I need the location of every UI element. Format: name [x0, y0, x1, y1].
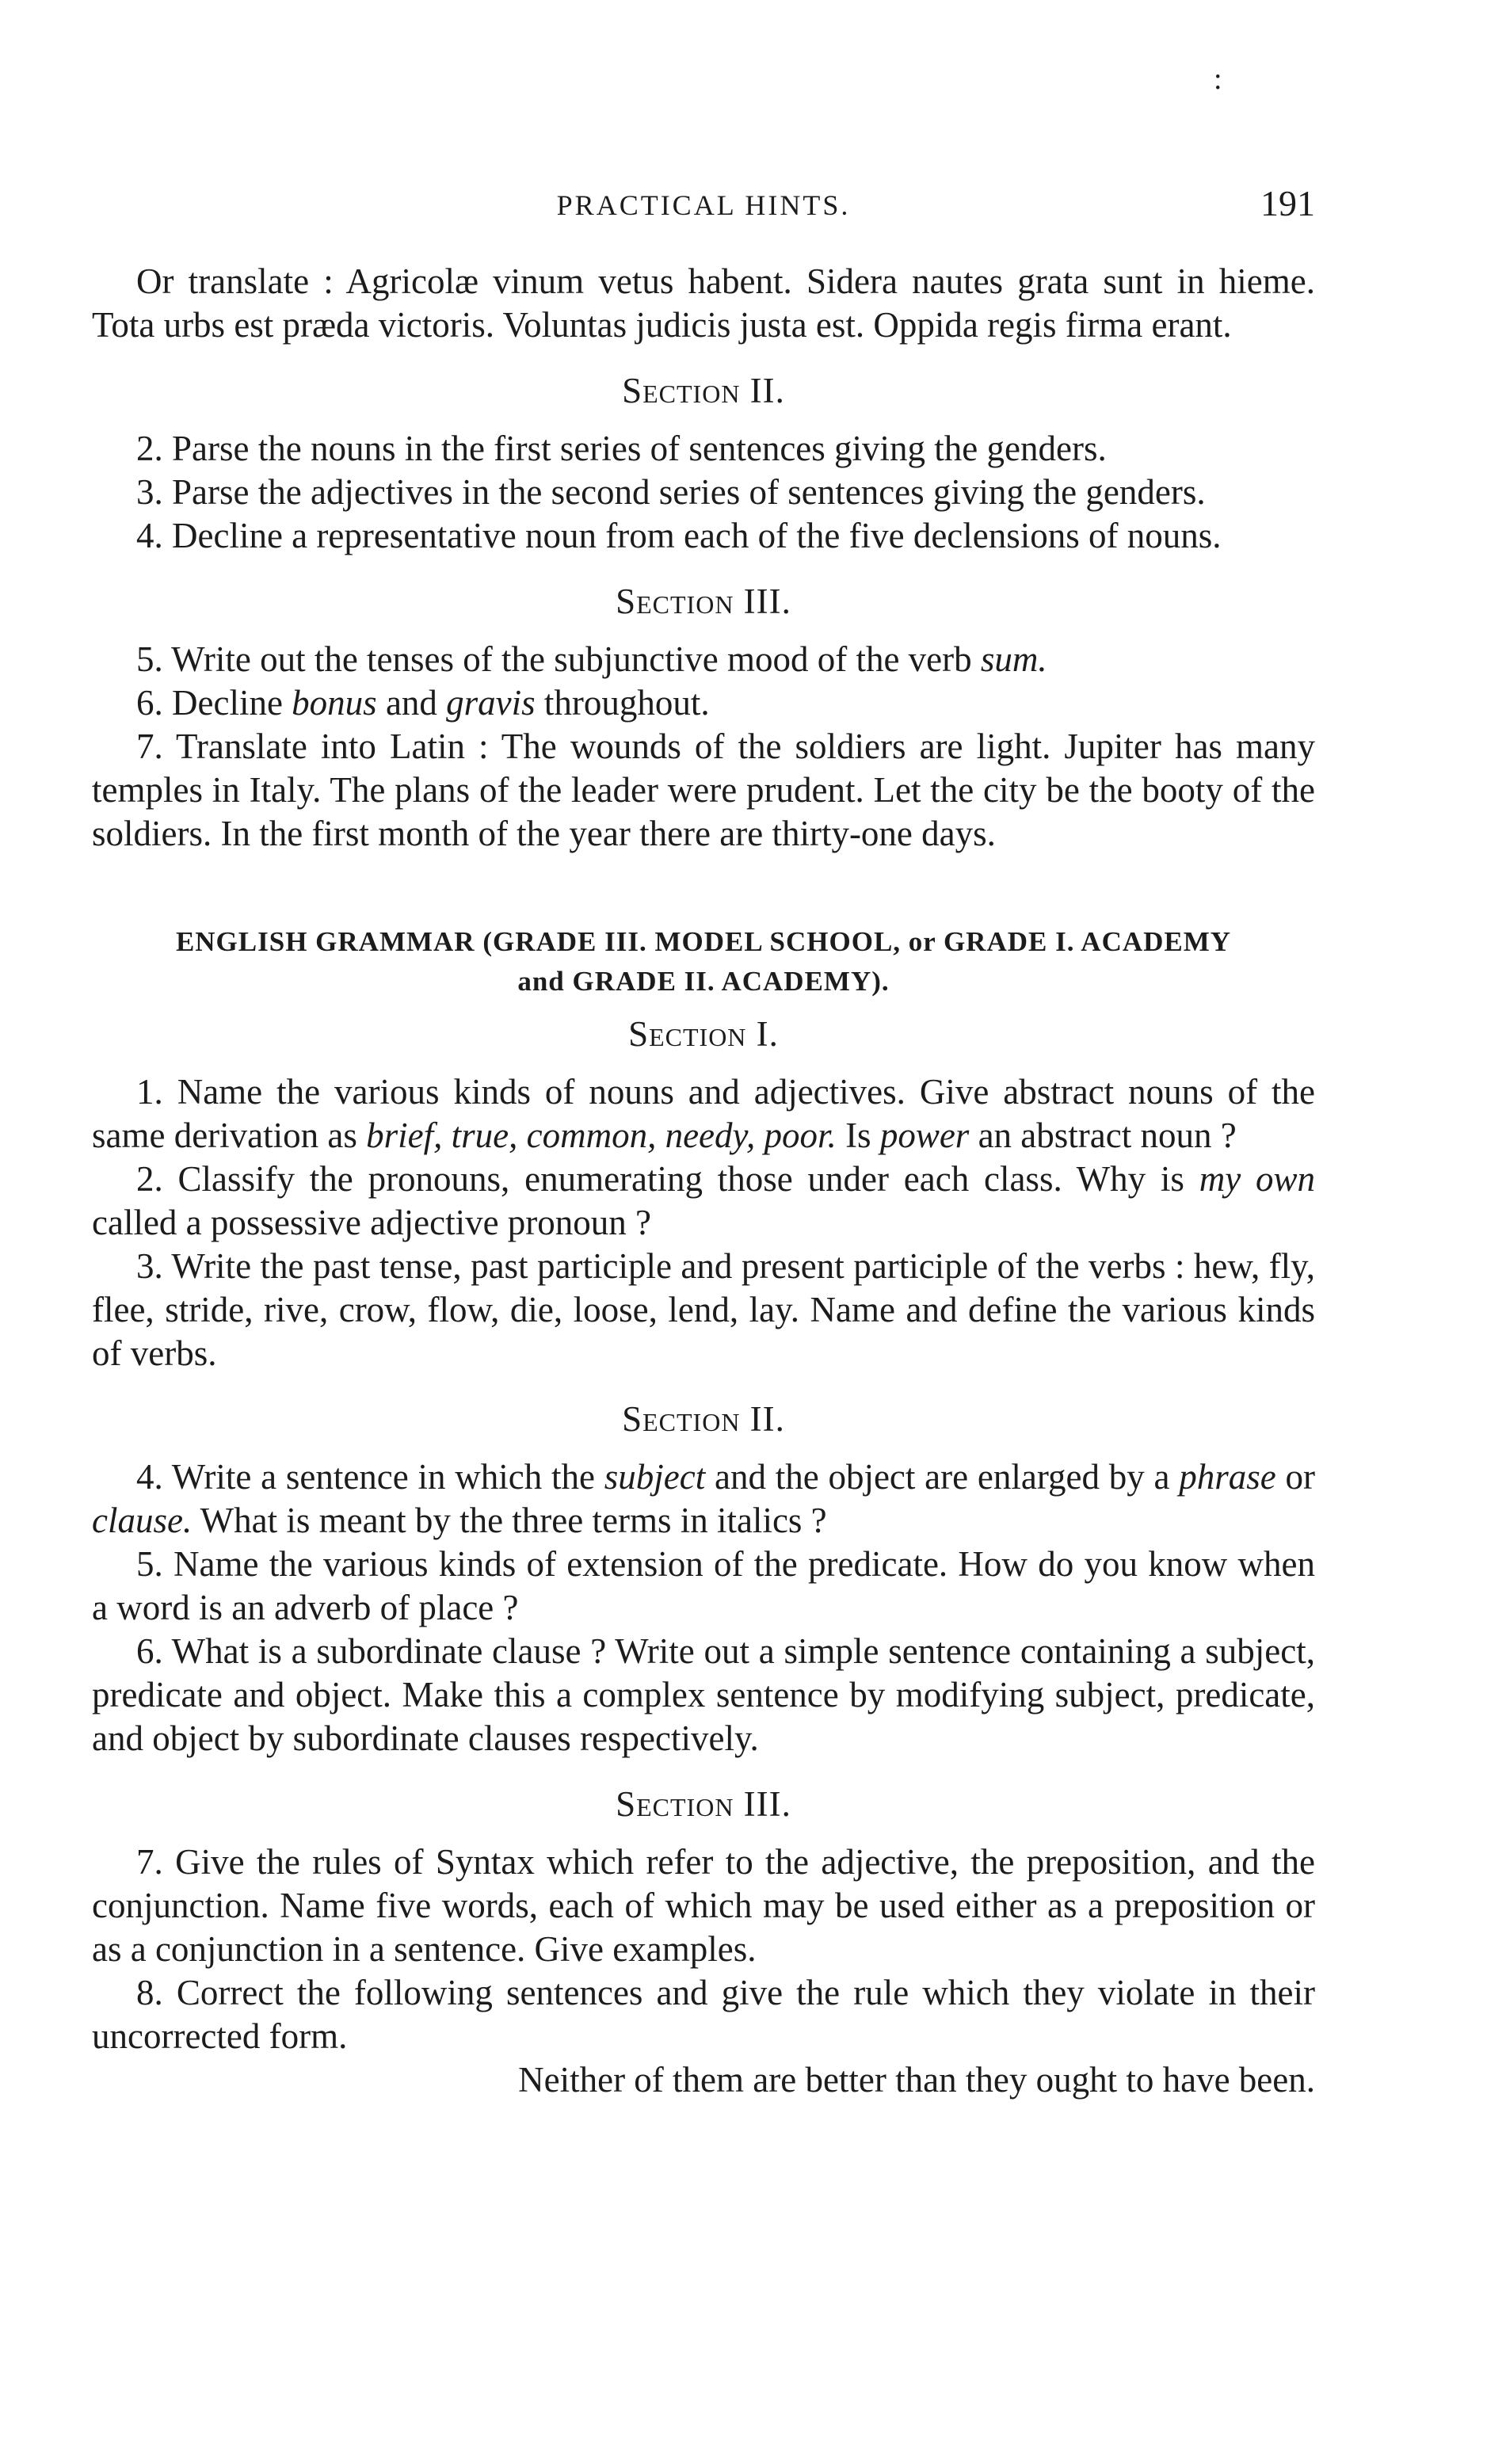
- latin-section-2-heading: Section II.: [622, 371, 785, 410]
- grammar-section-3-heading: Section III.: [616, 1784, 791, 1824]
- grammar-question-2-part-b: called a possessive adjective pronoun ?: [92, 1203, 652, 1242]
- running-head: [92, 182, 1315, 238]
- grammar-question-1: [92, 1070, 1315, 1158]
- grammar-question-4-part-c: or: [1275, 1457, 1315, 1497]
- grammar-example-sentence: Neither of them are better than they ought to have been.: [518, 2060, 1315, 2100]
- running-title: PRACTICAL HINTS.: [556, 189, 851, 221]
- grammar-question-1-italic-power: power: [879, 1116, 970, 1155]
- question-7: 7. Translate into Latin : The wounds of the soldiers are light. Jupiter has many temples in Italy. The plans of the leader were prudent. Let the city be the booty of the soldiers. In the first month of the year there are thirty-one days.: [92, 727, 1315, 853]
- grammar-question-7: 7. Give the rules of Syntax which refer to the adjective, the preposition, and the conjunction. Name five words, each of which may be used either as a preposition or as a conjunction in a sentence. Give examples.: [92, 1842, 1315, 1969]
- grammar-question-4: [92, 1455, 1315, 1543]
- page-number: 191: [1260, 183, 1315, 223]
- question-6: [92, 681, 1315, 725]
- grammar-question-4-part-d: What is meant by the three terms in italics ?: [192, 1501, 827, 1540]
- question-2: 2. Parse the nouns in the first series of sentences giving the genders.: [136, 429, 1107, 468]
- grammar-question-1-italic-words: brief, true, common, needy, poor.: [366, 1116, 837, 1155]
- grammar-question-5: 5. Name the various kinds of extension of the predicate. How do you know when a word is an adverb of place ?: [92, 1544, 1315, 1627]
- grammar-question-6: 6. What is a subordinate clause ? Write out a simple sentence containing a subject, predicate and object. Make this a complex sentence by modifying subject, predicate, and object by subordinate clauses respectively.: [92, 1631, 1315, 1758]
- grammar-question-3: 3. Write the past tense, past participle and present participle of the verbs : hew, fly, flee, stride, rive, crow, flow, die, loose, lend, lay. Name and define the various kinds of verbs.: [92, 1246, 1315, 1373]
- question-6-italic-bonus: bonus: [292, 683, 377, 723]
- grammar-question-4-part-a: 4. Write a sentence in which the: [136, 1457, 604, 1497]
- grammar-question-1-part-b: Is: [836, 1116, 880, 1155]
- question-5-italic: sum.: [980, 639, 1047, 679]
- grammar-question-2: [92, 1158, 1315, 1245]
- grammar-question-4-italic-subject: subject: [604, 1457, 706, 1497]
- latin-section-3-heading: Section III.: [616, 582, 791, 621]
- grammar-question-4-italic-phrase: phrase: [1179, 1457, 1276, 1497]
- grammar-question-2-italic: my own: [1199, 1159, 1315, 1199]
- english-grammar-heading-line-2: and GRADE II. ACADEMY).: [517, 966, 890, 997]
- question-6-part-c: throughout.: [535, 683, 710, 723]
- grammar-question-1-part-c: an abstract noun ?: [969, 1116, 1237, 1155]
- english-grammar-heading-line-1: ENGLISH GRAMMAR (GRADE III. MODEL SCHOOL, or GRADE I. ACADEMY: [175, 926, 1232, 957]
- grammar-section-1-heading: Section I.: [628, 1014, 779, 1054]
- document-page: [92, 182, 1315, 2102]
- question-5-text: 5. Write out the tenses of the subjunctive mood of the verb: [136, 639, 981, 679]
- grammar-question-2-part-a: 2. Classify the pronouns, enumerating those under each class. Why is: [136, 1159, 1199, 1199]
- grammar-question-1-part-a: 1. Name the various kinds of nouns and adjectives. Give abstract nouns of the same derivation as: [92, 1072, 1315, 1155]
- grammar-section-2-heading: Section II.: [622, 1399, 785, 1439]
- question-6-part-a: 6. Decline: [136, 683, 292, 723]
- question-4: 4. Decline a representative noun from each of the five declensions of nouns.: [136, 516, 1222, 555]
- grammar-question-4-italic-clause: clause.: [92, 1501, 193, 1540]
- grammar-question-4-part-b: and the object are enlarged by a: [705, 1457, 1180, 1497]
- stray-mark: :: [1214, 63, 1222, 96]
- question-6-part-b: and: [376, 683, 447, 723]
- grammar-question-8: 8. Correct the following sentences and give the rule which they violate in their uncorrected form.: [92, 1973, 1315, 2056]
- question-3: 3. Parse the adjectives in the second series of sentences giving the genders.: [136, 472, 1206, 512]
- intro-paragraph: Or translate : Agricolæ vinum vetus habent. Sidera nautes grata sunt in hieme. Tota urbs est præda victoris. Voluntas judicis justa est. Oppida regis firma erant.: [92, 261, 1315, 345]
- question-6-italic-gravis: gravis: [446, 683, 536, 723]
- english-grammar-heading: [92, 922, 1315, 1001]
- question-5: [92, 638, 1315, 681]
